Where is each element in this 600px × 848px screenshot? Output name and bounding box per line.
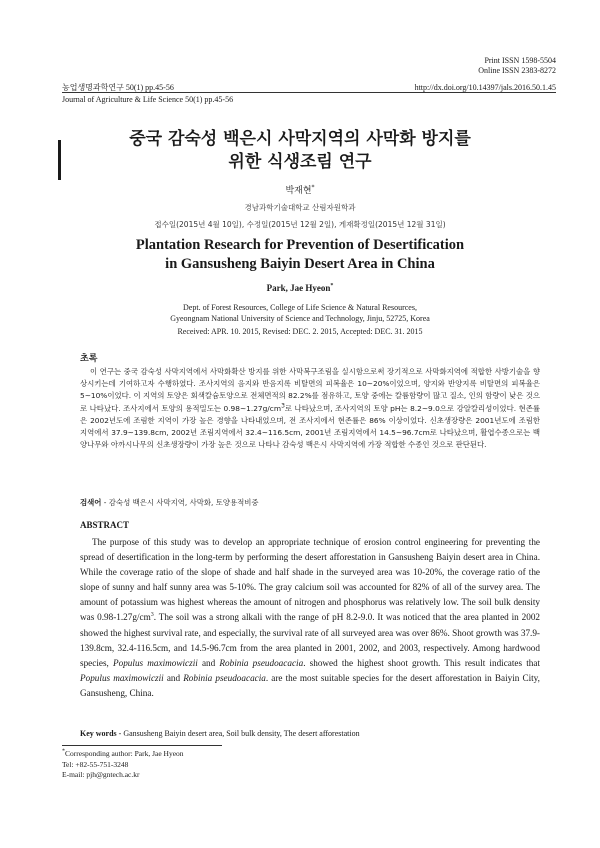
korean-author xyxy=(0,183,600,196)
korean-title-line-1: 중국 감숙성 백은시 사막지역의 사막화 방지를 xyxy=(129,129,471,149)
korean-title-line-2: 위한 식생조림 연구 xyxy=(228,152,372,172)
english-keywords-label: Key words xyxy=(80,729,117,738)
english-affiliation-line-1: Dept. of Forest Resources, College of Life Science & Natural Resources, xyxy=(183,303,417,312)
species-robinia-2: Robinia pseudoacacia xyxy=(183,672,266,683)
korean-abstract-heading: 초록 xyxy=(80,354,98,364)
english-author xyxy=(0,283,600,293)
english-abstract-superscript: 3 xyxy=(150,612,154,619)
korean-author-name: 박재현 xyxy=(285,186,312,196)
issn-block xyxy=(478,56,556,76)
journal-english-citation: Journal of Agriculture & Life Science 50(1) pp.45-56 xyxy=(62,95,234,104)
english-affiliation-line-2: Gyeongnam National University of Science and Technology, Jinju, 52725, Korea xyxy=(170,313,430,323)
english-abstract-heading: ABSTRACT xyxy=(80,520,130,530)
header-divider xyxy=(62,92,556,93)
footnote-divider xyxy=(62,745,222,746)
footnote-mark: * xyxy=(62,748,65,755)
korean-keywords-label: 검색어 xyxy=(80,498,102,507)
korean-affiliation: 경남과학기술대학교 산림자원학과 xyxy=(244,203,356,212)
email-note: E-mail: pjh@gntech.ac.kr xyxy=(62,770,140,779)
corresponding-author-note xyxy=(62,749,184,760)
english-abstract-text-4: . are the most suitable species for the desert afforestation in Baiyin City, Gansusheng, China. xyxy=(80,672,540,698)
doi-link[interactable]: http://dx.doi.org/10.14397/jals.2016.50.1.45 xyxy=(414,83,556,92)
english-abstract-body xyxy=(80,535,540,701)
english-keywords-text: - Gansusheng Baiyin desert area, Soil bulk density, The desert afforestation xyxy=(118,729,360,738)
korean-abstract-text-a: 이 연구는 중국 감숙성 사막지역에서 사막화확산 방지를 위한 사막복구조림을 실시함으로써 장기적으로 사막화지역에 적합한 사방기술을 향상시키는데 기여하고자 수행하였다. 조사지역의 음지와 반음지록 비탈면의 피복율은 10~20%이었으며, 양지와 반양지록 비탈면의 피복율은 5~10%이었다. 이 지역의 토양은 회색칼슘토양으로 전체면적의 82.2%를 점유하고, 토양 중에는 칼륨함량이 많고 질소, 인의 함량이 낮은 것으로 나타났다. 조사지에서 토양의 용적밀도는 0.98~1.27g/cm xyxy=(80,367,540,413)
journal-korean-citation: 농업생명과학연구 50(1) pp.45-56 xyxy=(62,83,174,92)
english-affiliation xyxy=(0,303,600,324)
english-keywords xyxy=(80,729,360,738)
english-title xyxy=(0,236,600,274)
korean-keywords xyxy=(80,497,259,508)
english-dates: Received: APR. 10. 2015, Revised: DEC. 2. 2015, Accepted: DEC. 31. 2015 xyxy=(177,327,423,336)
corresponding-mark: * xyxy=(311,184,315,191)
corresponding-author-text: Corresponding author: Park, Jae Hyeon xyxy=(65,749,184,758)
english-corresponding-mark: * xyxy=(330,283,334,289)
english-abstract-and-2: and xyxy=(163,672,184,683)
species-populus-1: Populus maximowiczii xyxy=(113,657,198,668)
telephone-note: Tel: +82-55-751-3248 xyxy=(62,759,129,769)
online-issn: Online ISSN 2383-8272 xyxy=(478,66,556,75)
english-author-name: Park, Jae Hyeon xyxy=(266,283,331,293)
species-robinia-1: Robinia pseudoacacia xyxy=(219,657,304,668)
korean-dates: 접수일(2015년 4월 10일), 수정일(2015년 12월 2일), 게재확정일(2015년 12월 31일) xyxy=(154,220,446,229)
english-abstract-text-2: . The soil was a strong alkali with the range of pH 8.2-9.0. It was noticed that the area planted in 2002 showed the highest survival rate, and especially, the survival rate of all surveyed area was over 86%. Shoot growth was 37.9-139.8cm, 32.4-116.5cm, and 14.5-96.7cm from the area planted in 2001, 2002, and 2003, respectively. Among hardwood species, xyxy=(80,612,541,668)
english-abstract-and-1: and xyxy=(197,657,220,668)
footnotes xyxy=(62,749,184,781)
species-populus-2: Populus maximowiczii xyxy=(80,672,164,683)
korean-abstract-superscript: 3 xyxy=(281,402,285,410)
english-abstract-text-1: The purpose of this study was to develop an appropriate technique of erosion control engineering for preventing the spread of desertification in the long-term by performing the desert afforestation in Gansusheng Baiyin desert area in China. While the coverage ratio of the slope of shade and half shade in the surveyed area was 10-20%, the coverage ratio of the slope of sunny and half sunny area was 5-10%. The gray calcium soil was accounted for 82% of all of the survey area. The amount of potassium was highest whereas the amount of nitrogen and phosphorus was relatively low. The soil bulk density was 0.98-1.27g/cm xyxy=(80,537,540,623)
english-title-line-1: Plantation Research for Prevention of Desertification xyxy=(135,237,465,253)
english-abstract-text-3: . showed the highest shoot growth. This result indicates that xyxy=(303,657,541,668)
print-issn: Print ISSN 1598-5504 xyxy=(484,56,556,65)
korean-keywords-text: - 감숙성 백은시 사막지역, 사막화, 토양용적비중 xyxy=(103,498,259,507)
english-title-line-2: in Gansusheng Baiyin Desert Area in China xyxy=(165,256,435,272)
korean-abstract-body xyxy=(80,366,540,451)
korean-title xyxy=(0,128,600,174)
korean-abstract-text-b: 로 나타났으며, 조사지역의 토양 pH는 8.2~9.0으로 강알칼리성이었다. 현존률은 2002년도에 조림한 지역이 가장 높은 경향을 나타내었으며, 전 조사지에서 현존률은 86% 이상이었다. 신초생장량은 2001년도에 조림한 지역에서 37.9~139.8cm, 2002년 조림지역에서 32.4~116.5cm, 2001년 조림지역에서 14.5~96.7cm로 나타났으며, 활엽수종으로는 백양나무와 아까시나무의 신초생장량이 가장 높은 것으로 나타나 감숙성 백은시 사막지역에 가장 적합한 수종인 것으로 판단된다. xyxy=(80,403,541,450)
